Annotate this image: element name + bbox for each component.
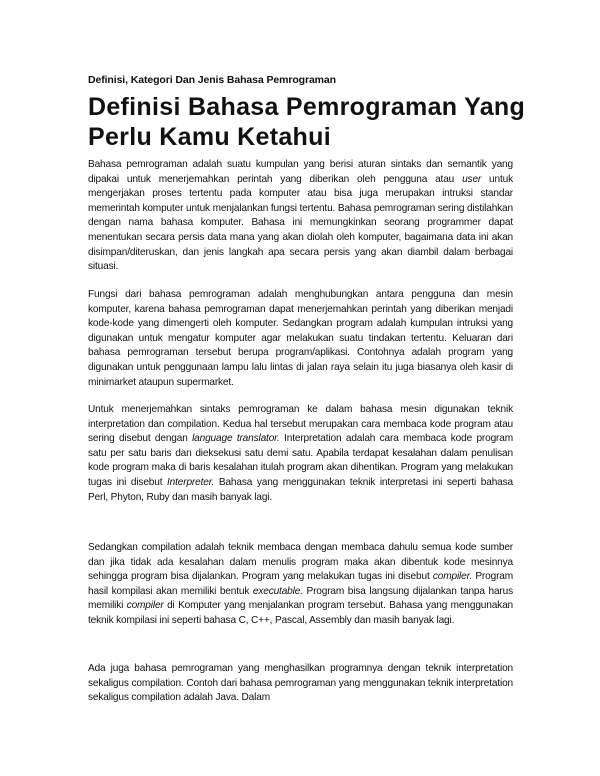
- paragraph-text: untuk mengerjakan proses tertentu pada komputer atau bisa juga merupakan intruksi standar memerintah komputer untuk menjalankan fungsi tertentu. Bahasa pemrograman sering distilahkan dengan nama bahasa komputer. Bahasa ini memungkinkan seorang programmer dapat menentukan secara persis data mana yang akan diolah oleh komputer, bagaimana data ini akan disimpan/diteruskan, dan jenis langkah apa secara persis yang akan diambil dalam berbagai situasi.: [88, 173, 513, 273]
- paragraph-function: [88, 288, 513, 390]
- paragraph-text: Bahasa pemrograman adalah suatu kumpulan yang berisi aturan sintaks dan semantik yang dipakai untuk menerjemahkan perintah yang diberikan oleh pengguna atau: [88, 159, 513, 185]
- paragraph-definition: [88, 158, 513, 275]
- emphasis-compiler: compiler.: [432, 571, 473, 583]
- paragraph-text: Sedangkan compilation adalah teknik membaca dengan membaca dahulu semua kode sumber dan jika tidak ada kesalahan dalam menulis program maka akan dibentuk kode mesinnya sehingga program bisa dijalankan. Program yang melakukan tugas ini disebut: [88, 542, 513, 583]
- emphasis-user: user: [462, 173, 482, 185]
- paragraph-text: Fungsi dari bahasa pemrograman adalah menghubungkan antara pengguna dan mesin komputer, karena bahasa pemrograman dapat menerjemahkan perintah yang diberikan menjadi kode-kode yang dimengerti oleh komputer. Sedangkan program adalah kumpulan intruksi yang digunakan untuk mengatur komputer agar melakukan suatu tindakan tertentu. Keluaran dari bahasa pemrograman tersebut berupa program/aplikasi. Contohnya adalah program yang digunakan untuk penggunaan lampu lalu lintas di jalan raya selain itu juga biasanya oleh kasir di minimarket ataupun supermarket.: [88, 289, 513, 388]
- paragraph-text: Bahasa yang menggunakan teknik interpretasi ini seperti bahasa Perl, Phyton, Ruby dan masih banyak lagi.: [88, 476, 513, 503]
- breadcrumb: Definisi, Kategori Dan Jenis Bahasa Pemrograman: [88, 74, 336, 86]
- paragraph-text: Ada juga bahasa pemrograman yang menghasilkan programnya dengan teknik interpretation sekaligus compilation. Contoh dari bahasa pemrograman yang menggunakan teknik interpretation sekaligus compilation adalah Java. Dalam: [88, 663, 513, 704]
- paragraph-hybrid: [88, 662, 513, 706]
- paragraph-text: Program bisa langsung dijalankan tanpa harus memiliki: [88, 585, 513, 612]
- paragraph-compilation: [88, 541, 513, 629]
- page-title: Definisi Bahasa Pemrograman Yang Perlu Kamu Ketahui: [88, 93, 526, 151]
- emphasis-compiler: compiler: [126, 600, 164, 612]
- paragraph-text: Untuk menerjemahkan sintaks pemrograman ke dalam bahasa mesin digunakan teknik interpretation dan compilation. Kedua hal tersebut merupakan cara membaca kode program atau sering disebut dengan: [88, 404, 513, 445]
- emphasis-language-translator: language translator.: [192, 433, 280, 445]
- emphasis-interpreter: Interpreter.: [167, 476, 215, 488]
- paragraph-interpretation: [88, 403, 513, 505]
- emphasis-executable: executable.: [252, 585, 303, 597]
- paragraph-text: Interpretation adalah cara membaca kode program satu per satu baris dan dieksekusi satu demi satu. Apabila terdapat kesalahan dalam penulisan kode program maka di baris kesalahan itulah program akan dihentikan. Program yang melakukan tugas ini disebut: [88, 433, 513, 488]
- paragraph-text: Program hasil kompilasi akan memiliki bentuk: [88, 571, 514, 597]
- paragraph-text: di Komputer yang menjalankan program tersebut. Bahasa yang menggunakan teknik kompilasi ini seperti bahasa C, C++, Pascal, Assembly dan masih banyak lagi.: [88, 600, 513, 626]
